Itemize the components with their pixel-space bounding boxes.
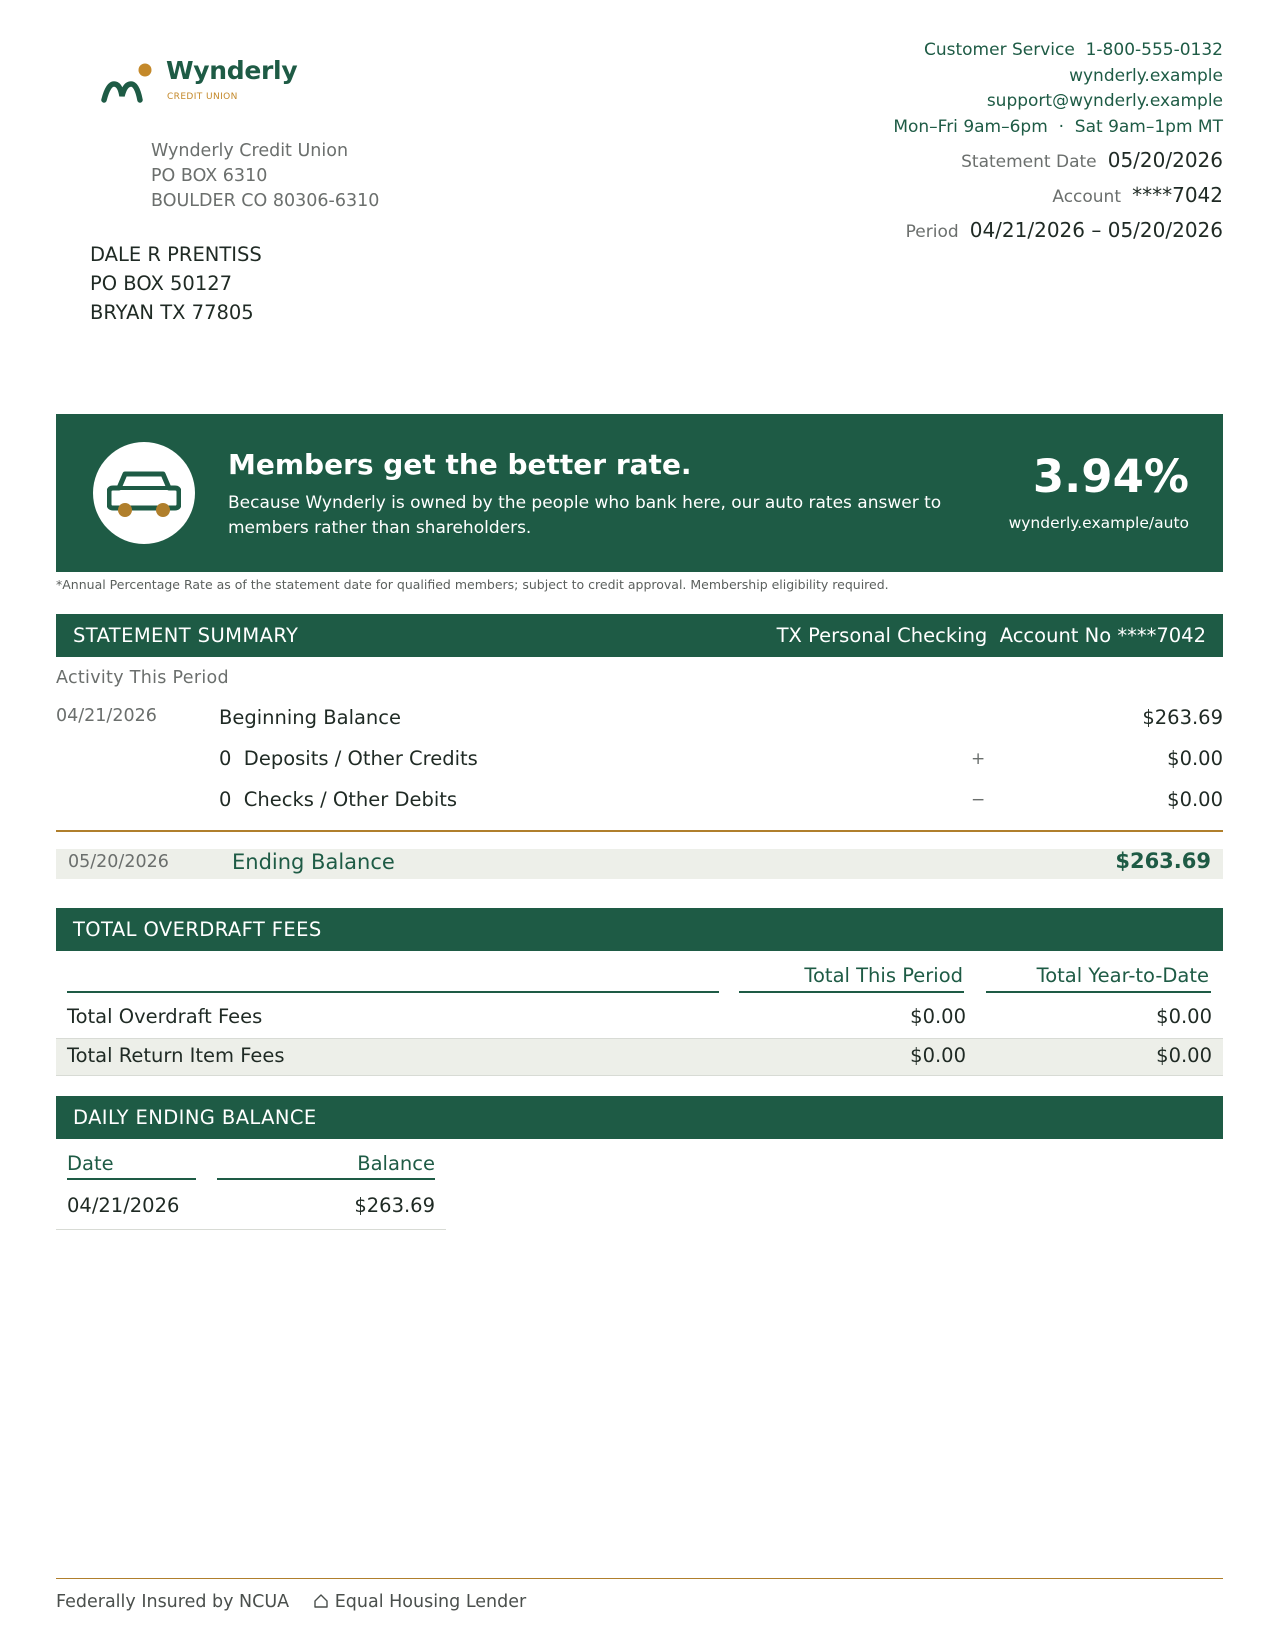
account-value: ****7042 <box>1132 183 1223 207</box>
column-header-balance: Balance <box>357 1152 435 1175</box>
daily-balance-header <box>56 1096 1223 1139</box>
summary-row <box>56 706 1223 746</box>
return-address-line: BOULDER CO 80306-6310 <box>151 191 380 211</box>
header-rule <box>739 991 964 993</box>
period-row <box>906 215 1223 250</box>
statement-summary-title: STATEMENT SUMMARY <box>73 624 299 647</box>
summary-row <box>56 788 1223 828</box>
customer-service-label: Customer Service <box>923 40 1075 60</box>
car-icon <box>107 468 181 520</box>
column-header-date: Date <box>67 1152 114 1175</box>
column-header-ytd: Total Year-to-Date <box>1036 964 1209 987</box>
overdraft-fees-header <box>56 908 1223 951</box>
return-address-line: Wynderly Credit Union <box>151 141 349 161</box>
account-type: TX Personal Checking <box>776 624 988 647</box>
statement-date-label: Statement Date <box>961 152 1097 172</box>
customer-service-line <box>893 38 1223 64</box>
activity-label: Activity This Period <box>56 668 229 688</box>
fee-row <box>56 1038 1223 1076</box>
fee-row-ytd: $0.00 <box>1156 1005 1212 1028</box>
fee-row-period: $0.00 <box>910 1005 966 1028</box>
recipient-address <box>90 240 262 327</box>
overdraft-fees-title: TOTAL OVERDRAFT FEES <box>73 918 322 941</box>
fee-row-ytd: $0.00 <box>1156 1044 1212 1067</box>
service-hours: Mon–Fri 9am–6pm · Sat 9am–1pm MT <box>893 116 1223 137</box>
summary-row-amount: $263.69 <box>1142 706 1223 729</box>
recipient-address-line: BRYAN TX 77805 <box>90 301 254 324</box>
daily-balance-amount: $263.69 <box>354 1194 435 1217</box>
account-number: Account No ****7042 <box>999 624 1206 647</box>
summary-row-desc: 0 Checks / Other Debits <box>219 788 458 811</box>
summary-row <box>56 747 1223 787</box>
promo-title: Members get the better rate. <box>228 448 692 481</box>
recipient-address-line: PO BOX 50127 <box>90 272 233 295</box>
header-rule <box>217 1178 435 1180</box>
return-address <box>151 139 379 214</box>
account-label: Account <box>1052 187 1121 207</box>
brand-name: Wynderly <box>166 56 298 85</box>
ending-balance-label: Ending Balance <box>232 850 395 874</box>
daily-balance-title: DAILY ENDING BALANCE <box>73 1106 317 1129</box>
ending-balance-date: 05/20/2026 <box>68 852 169 872</box>
promo-disclaimer: *Annual Percentage Rate as of the statement date for qualified members; subject to credit approval. Membership eligibility required. <box>56 577 889 592</box>
ending-balance-row <box>56 849 1223 879</box>
header-rule <box>67 1178 196 1180</box>
statement-summary-header <box>56 614 1223 657</box>
account-info <box>777 614 1206 657</box>
summary-row-sign: − <box>971 790 986 810</box>
fee-row-label: Total Return Item Fees <box>67 1044 285 1067</box>
summary-row-amount: $0.00 <box>1167 747 1223 770</box>
statement-date-row <box>906 145 1223 180</box>
ending-balance-amount: $263.69 <box>1115 849 1211 873</box>
logo-mark-icon <box>100 60 160 106</box>
equal-housing-label: Equal Housing Lender <box>334 1592 527 1612</box>
footer-divider <box>56 1578 1223 1579</box>
footer <box>56 1592 526 1612</box>
summary-divider <box>56 830 1223 832</box>
period-label: Period <box>905 222 959 242</box>
promo-icon-circle <box>93 442 195 544</box>
fee-row <box>56 1000 1223 1038</box>
promo-banner <box>56 414 1223 572</box>
statement-date-value: 05/20/2026 <box>1107 148 1223 172</box>
period-value: 04/21/2026 – 05/20/2026 <box>969 218 1223 242</box>
house-icon <box>313 1593 329 1609</box>
fee-row-label: Total Overdraft Fees <box>67 1005 263 1028</box>
summary-row-amount: $0.00 <box>1167 788 1223 811</box>
promo-body: Because Wynderly is owned by the people who bank here, our auto rates answer to members rather than shareholders. <box>228 493 942 538</box>
promo-rate: 3.94% <box>1032 450 1189 503</box>
header-rule <box>986 991 1211 993</box>
ncua-notice: Federally Insured by NCUA <box>56 1592 290 1612</box>
website-link[interactable]: wynderly.example <box>1069 65 1223 86</box>
column-header-period: Total This Period <box>804 964 963 987</box>
return-address-line: PO BOX 6310 <box>151 166 268 186</box>
email-link[interactable]: support@wynderly.example <box>986 91 1223 111</box>
customer-service-phone[interactable]: 1-800-555-0132 <box>1085 40 1223 60</box>
summary-row-date: 04/21/2026 <box>56 706 157 726</box>
summary-row-desc: 0 Deposits / Other Credits <box>219 747 478 770</box>
daily-balance-row <box>56 1192 446 1230</box>
account-row <box>906 180 1223 215</box>
equal-housing-notice <box>313 1592 526 1612</box>
fee-row-period: $0.00 <box>910 1044 966 1067</box>
statement-meta <box>906 145 1223 250</box>
brand-logo <box>100 56 300 106</box>
promo-url-link[interactable]: wynderly.example/auto <box>1008 514 1189 532</box>
brand-subtitle: CREDIT UNION <box>167 92 238 102</box>
summary-row-sign: + <box>971 749 986 769</box>
header-rule <box>67 991 719 993</box>
summary-row-desc: Beginning Balance <box>219 706 402 729</box>
contact-block <box>893 38 1223 140</box>
recipient-name: DALE R PRENTISS <box>90 243 262 266</box>
daily-balance-date: 04/21/2026 <box>67 1194 180 1217</box>
